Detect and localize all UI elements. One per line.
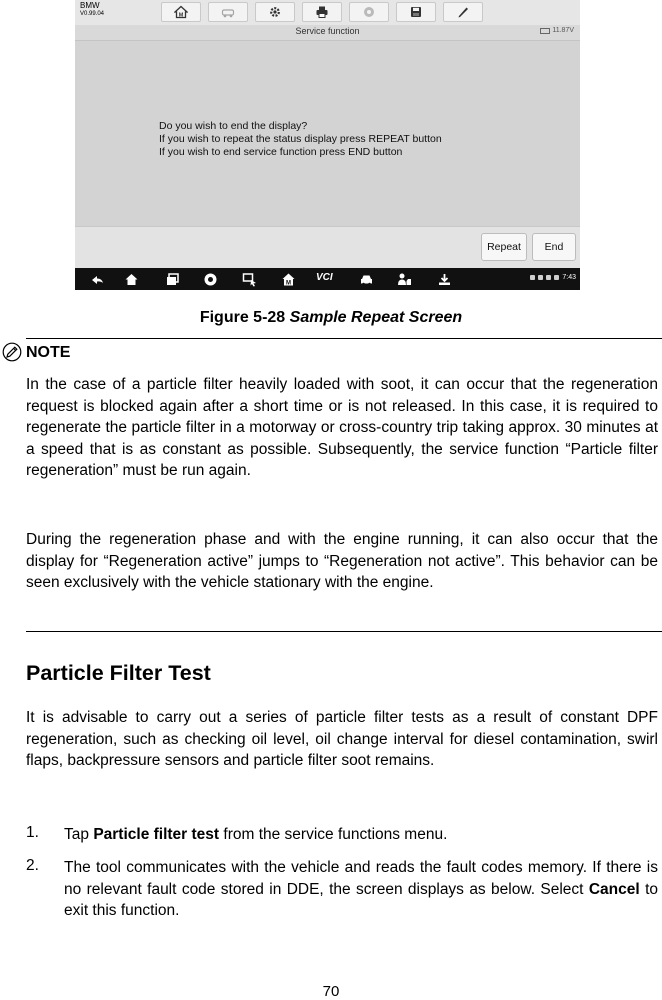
- sync-icon: [538, 275, 543, 280]
- vehicle-swap-icon: [221, 5, 235, 19]
- figure-caption: [0, 309, 662, 327]
- remote-desk-icon[interactable]: [241, 271, 257, 287]
- battery-status-icon: [554, 275, 559, 280]
- step-number: 2.: [26, 857, 39, 874]
- vci-icon[interactable]: VCI: [316, 272, 333, 283]
- repeat-button[interactable]: Repeat: [481, 233, 527, 261]
- vehicle-info: [80, 1, 104, 19]
- edit-button[interactable]: [443, 2, 483, 22]
- shop-manager-icon[interactable]: [396, 271, 412, 287]
- step-2-text: [64, 857, 658, 922]
- vehicle-make: BMW: [80, 1, 100, 10]
- end-button[interactable]: End: [532, 233, 576, 261]
- step-text-part: from the service functions menu.: [219, 826, 448, 843]
- vehicle-version: V0.99.04: [80, 11, 105, 17]
- svg-text:M: M: [178, 12, 184, 19]
- screen-title: Service function: [295, 26, 360, 36]
- home-icon: [174, 5, 188, 19]
- note-paragraph-2: During the regeneration phase and with the engine running, it can also occur that the display for “Regeneration active” jumps to “Regeneration not active”. This behavior can be seen exclusively with the vehicle stationary with the engine.: [26, 531, 658, 591]
- device-toolbar: [75, 0, 580, 26]
- step-text-part: Tap: [64, 826, 94, 843]
- voltage-value: 11.87V: [552, 27, 574, 34]
- edit-pen-icon: [456, 5, 470, 19]
- recent-apps-icon[interactable]: [164, 271, 180, 287]
- screen-title-bar: [75, 25, 580, 41]
- figure-number: Figure 5-28: [199, 309, 286, 326]
- save-icon: [409, 5, 423, 19]
- android-navigation-bar: [75, 268, 580, 290]
- note-label: NOTE: [26, 344, 71, 361]
- section-intro: It is advisable to carry out a series of particle filter tests as a result of constant DPF regeneration, such as checking oil level, oil change interval for diesel contamination, swirl flaps, backpressure sensors and particle filter soot remains.: [26, 709, 658, 769]
- help-icon: [362, 5, 376, 19]
- wifi-icon: [546, 275, 551, 280]
- section-heading: Particle Filter Test: [26, 661, 211, 685]
- chrome-browser-icon[interactable]: [202, 271, 218, 287]
- notification-icon: [530, 275, 535, 280]
- dialog-message: [159, 120, 442, 159]
- message-line: If you wish to repeat the status display press REPEAT button: [159, 133, 442, 145]
- car-icon[interactable]: [358, 271, 374, 287]
- update-icon[interactable]: [436, 271, 452, 287]
- step-1-bold-term: Particle filter test: [93, 826, 220, 843]
- home-nav-icon[interactable]: [123, 271, 139, 287]
- battery-icon: [540, 28, 550, 34]
- figure-title: Sample Repeat Screen: [289, 309, 463, 326]
- help-button[interactable]: [349, 2, 389, 22]
- print-button[interactable]: [302, 2, 342, 22]
- step-number: 1.: [26, 824, 39, 841]
- pencil-note-icon: [2, 342, 22, 362]
- message-line: If you wish to end service function press END button: [159, 146, 403, 158]
- svg-text:M: M: [285, 280, 291, 286]
- note-top-rule: [26, 338, 662, 339]
- step-text-part: to exit this function.: [64, 880, 659, 919]
- note-paragraph-1: In the case of a particle filter heavily loaded with soot, it can occur that the regeneration request is blocked again after a short time or is not released. In this case, it is required to regenerate the particle filter in a motorway or cross-country trip taking approx. 30 minutes at a speed that is as constant as possible. Subsequently, the service function “Particle filter regeneration” must be run again.: [26, 376, 658, 479]
- save-button[interactable]: [396, 2, 436, 22]
- device-screenshot: [75, 0, 580, 290]
- settings-gear-icon: [268, 5, 282, 19]
- home-button[interactable]: [161, 2, 201, 22]
- settings-button[interactable]: [255, 2, 295, 22]
- clock: 7:43: [562, 274, 576, 281]
- page-number: 70: [322, 983, 340, 1000]
- battery-voltage: [540, 27, 574, 34]
- diagnostics-home-icon[interactable]: [280, 271, 296, 287]
- step-2-bold-term: Cancel: [588, 880, 640, 898]
- back-icon[interactable]: [89, 271, 105, 287]
- print-icon: [315, 5, 329, 19]
- vehicle-swap-button[interactable]: [208, 2, 248, 22]
- function-button-bar: [75, 226, 580, 269]
- step-text-part: The tool communicates with the vehicle and reads the fault codes memory. If there is no relevant fault code stored in DDE, the screen displays as below. Select: [64, 859, 658, 898]
- step-1-text: [64, 824, 658, 846]
- message-line: Do you wish to end the display?: [159, 120, 308, 132]
- status-bar-tray: [530, 274, 576, 281]
- note-bottom-rule: [26, 631, 662, 632]
